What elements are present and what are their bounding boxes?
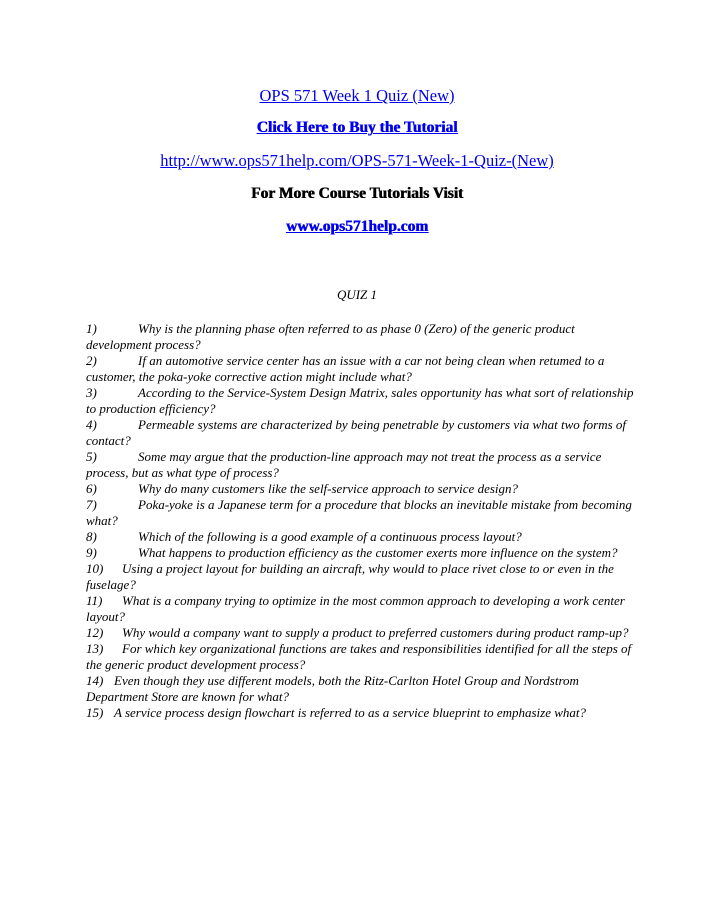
question-number: 6) bbox=[86, 481, 97, 496]
question-item bbox=[86, 481, 634, 497]
question-number: 15) bbox=[86, 705, 104, 720]
question-item bbox=[86, 705, 634, 721]
question-text: If an automotive service center has an issue with a car not being clean when retumed to a customer, the poka-yoke corrective action might include what? bbox=[86, 353, 605, 384]
question-text: What is a company trying to optimize in the most common approach to developing a work center layout? bbox=[86, 593, 625, 624]
question-item bbox=[86, 625, 634, 641]
question-item bbox=[86, 385, 634, 417]
question-number: 2) bbox=[86, 353, 97, 368]
site[interactable] bbox=[0, 218, 714, 236]
question-number: 11) bbox=[86, 593, 103, 608]
tutorial-url[interactable] bbox=[0, 151, 714, 171]
question-number: 14) bbox=[86, 673, 104, 688]
buy-tutorial[interactable] bbox=[0, 119, 714, 137]
question-number: 9) bbox=[86, 545, 97, 560]
more-tutorials-text: For More Course Tutorials Visit bbox=[250, 185, 464, 202]
question-text: Using a project layout for building an aircraft, why would to place rivet close to or even in the fuselage? bbox=[86, 561, 614, 592]
question-text: Which of the following is a good example of a continuous process layout? bbox=[138, 529, 522, 544]
question-item bbox=[86, 673, 634, 705]
question-item bbox=[86, 545, 634, 561]
question-item bbox=[86, 353, 634, 385]
site-link[interactable]: www.ops571help.com bbox=[285, 218, 429, 235]
question-item bbox=[86, 321, 634, 353]
question-number: 12) bbox=[86, 625, 104, 640]
question-text: A service process design flowchart is referred to as a service blueprint to emphasize what? bbox=[114, 705, 587, 720]
question-number: 8) bbox=[86, 529, 97, 544]
question-number: 1) bbox=[86, 321, 97, 336]
question-text: Why do many customers like the self-service approach to service design? bbox=[138, 481, 519, 496]
question-item bbox=[86, 497, 634, 529]
question-item bbox=[86, 641, 634, 673]
question-number: 13) bbox=[86, 641, 104, 656]
question-text: What happens to production efficiency as the customer exerts more influence on the system? bbox=[138, 545, 618, 560]
question-text: For which key organizational functions are takes and responsibilities identified for all the steps of the generic product development process? bbox=[86, 641, 632, 672]
question-list bbox=[86, 321, 634, 721]
tutorial-url-link[interactable]: http://www.ops571help.com/OPS-571-Week-1-Quiz-(New) bbox=[160, 151, 554, 170]
question-number: 10) bbox=[86, 561, 104, 576]
course-title-link[interactable]: OPS 571 Week 1 Quiz (New) bbox=[259, 86, 455, 105]
quiz-title: QUIZ 1 bbox=[336, 287, 378, 302]
buy-tutorial-link[interactable]: Click Here to Buy the Tutorial bbox=[256, 119, 458, 136]
question-item bbox=[86, 417, 634, 449]
question-number: 5) bbox=[86, 449, 97, 464]
question-text: According to the Service-System Design Matrix, sales opportunity has what sort of relationship to production efficiency? bbox=[86, 385, 634, 416]
question-text: Some may argue that the production-line approach may not treat the process as a service process, but as what type of process? bbox=[86, 449, 602, 480]
question-text: Even though they use different models, both the Ritz-Carlton Hotel Group and Nordstrom Department Store are known for what? bbox=[86, 673, 579, 704]
question-text: Why is the planning phase often referred to as phase 0 (Zero) of the generic product development process? bbox=[86, 321, 575, 352]
course-title[interactable] bbox=[0, 86, 714, 106]
question-text: Permeable systems are characterized by being penetrable by customers via what two forms of contact? bbox=[86, 417, 627, 448]
question-number: 4) bbox=[86, 417, 97, 432]
question-text: Why would a company want to supply a product to preferred customers during product ramp-up? bbox=[122, 625, 629, 640]
question-item bbox=[86, 449, 634, 481]
question-number: 3) bbox=[86, 385, 97, 400]
question-number: 7) bbox=[86, 497, 97, 512]
question-item bbox=[86, 561, 634, 593]
question-text: Poka-yoke is a Japanese term for a procedure that blocks an inevitable mistake from becoming what? bbox=[86, 497, 632, 528]
question-item bbox=[86, 593, 634, 625]
question-item bbox=[86, 529, 634, 545]
